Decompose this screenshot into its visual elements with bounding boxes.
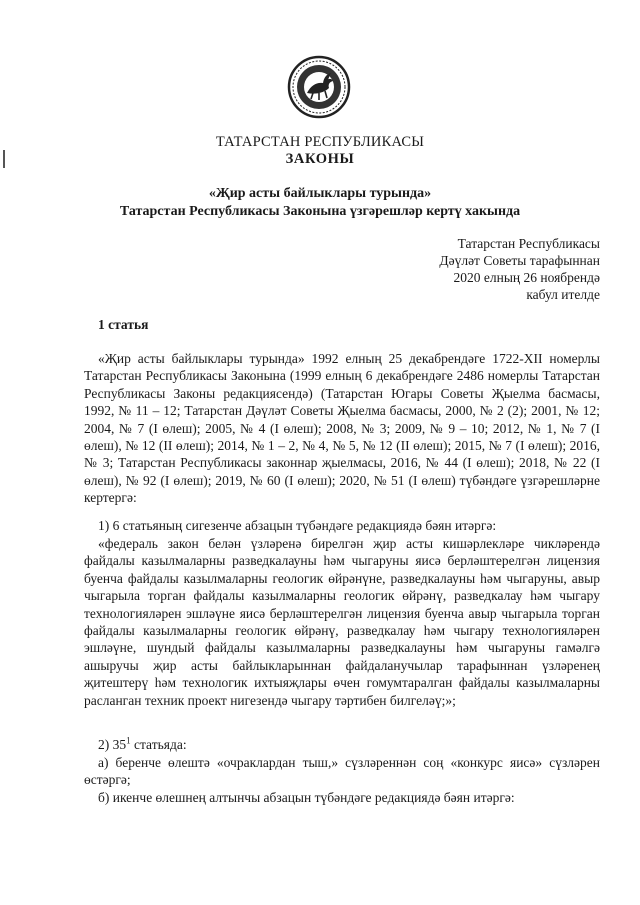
law-title-line2: Татарстан Республикасы Законына үзгәрешләр кертү хакында: [119, 204, 521, 219]
coat-of-arms-emblem: [287, 55, 351, 119]
item1-intro: 1) 6 статьяның сигезенче абзацын түбәндәге редакциядә бәян итәргә:: [98, 518, 497, 533]
article-heading: 1 статья: [98, 317, 149, 332]
item2-prefix: 2) 35: [98, 737, 127, 752]
item2-superscript: 1: [126, 735, 131, 746]
item2b-paragraph: б) икенче өлешнең алтынчы абзацын түбәндәге редакциядә бәян итәргә:: [98, 790, 515, 805]
adoption-line2: Дәүләт Советы тарафыннан: [439, 253, 600, 268]
adoption-line1: Татарстан Республикасы: [457, 236, 600, 251]
republic-name: ТАТАРСТАН РЕСПУБЛИКАСЫ: [215, 134, 425, 150]
article-intro-paragraph: «Җир асты байлыклары турында» 1992 елның 25 декабрендәге 1722-XII номерлы Татарстан Республикасы Законына (1999 елның 6 декабрендәге 2486 номерлы Татарстан Республикасы Законы редакциясендә) (Татарстан Югары Советы Җыелма басмасы, 1992, № 11 – 12; Татарстан Дәүләт Советы Җыелма басмасы, 2000, № 2 (2); 2001, № 12; 2004, № 7 (I өлеш); 2005, № 4 (I өлеш); 2008, № 3; 2009, № 9 – 10; 2012, № 1, № 7 (I өлеш), № 12 (II өлеш); 2014, № 1 – 2, № 4, № 5, № 12 (II өлеш); 2015, № 7 (I өлеш); 2016, № 3; Татарстан Республикасы законнар җыелмасы, 2016, № 44 (I өлеш); 2018, № 22 (I өлеш), № 92 (I өлеш); 2019, № 60 (I өлеш); 2020, № 51 (I өлеш) түбәндәге үзгәрешләрне кертергә:: [84, 351, 600, 506]
law-title-line1: «Җир асты байлыклары турында»: [208, 186, 432, 201]
adoption-note: [439, 235, 600, 303]
item2-intro: [84, 736, 600, 753]
adoption-line4: кабул ителде: [526, 287, 600, 302]
item1-quote-paragraph: «федераль закон белән үзләренә бирелгән җир асты кишәрлекләре чикләрендә файдалы казылмаларны разведкалауны һәм чыгаруны яисә берләштерелгән лицензия буенча файдалы казылмаларны геологик өйрәнүне, разведкалауны һәм чыгаруны, авыр чыгарыла торган файдалы казылмаларны геологик өйрәнү, разведкалау һәм чыгару технологияләрен эшләүне яисә берләштерелгән лицензия буенча авыр чыгарыла торган файдалы казылмаларны геологик өйрәнү, разведкалау һәм чыгару технологияләрен эшләүне, шундый файдалы казылмаларны разведкалауны һәм чыгаруны гамәлгә ашыручы җир асты байлыкларыннан файдаланучылар тарафыннан үзләренең җитештерү һәм технологик ихтыяҗлары өчен гомумтаралган файдалы казылмаларны расланган техник проект нигезендә чыгару тәртибен билгеләү;»;: [84, 536, 600, 708]
item2a-paragraph: а) беренче өлештә «очраклардан тыш,» сүзләреннән соң «конкурс яисә» сүзләрен өстәргә;: [84, 755, 600, 788]
adoption-line3: 2020 елның 26 ноябрендә: [453, 270, 600, 285]
item2-suffix: статьяда:: [130, 737, 187, 752]
document-type: ЗАКОНЫ: [285, 151, 355, 167]
